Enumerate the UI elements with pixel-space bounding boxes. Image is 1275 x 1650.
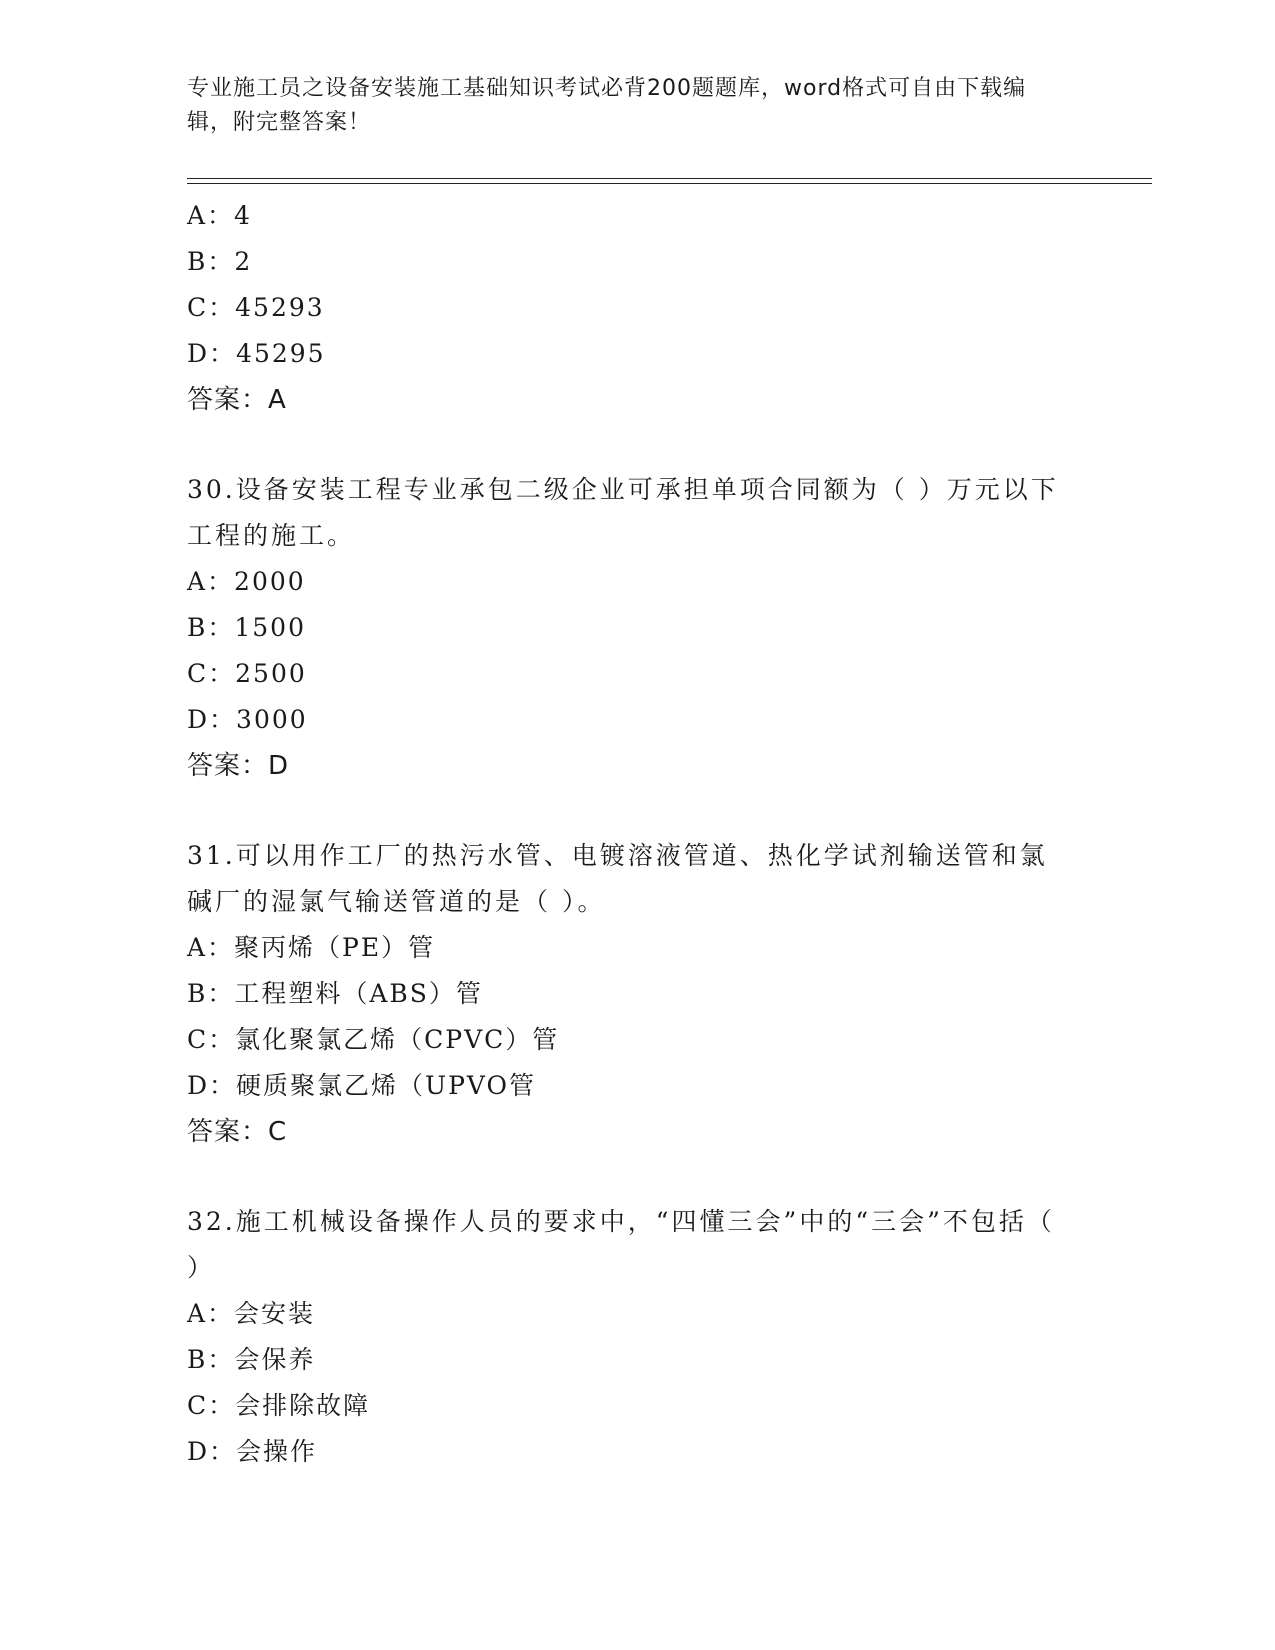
question-text: 32.施工机械设备操作人员的要求中，“四懂三会”中的“三会”不包括（ ）: [187, 1207, 1055, 1282]
option-b: B：2: [187, 247, 253, 276]
option-a: A：会安装: [187, 1299, 316, 1328]
option-c: C：2500: [187, 659, 307, 688]
document-header: 专业施工员之设备安装施工基础知识考试必背200题题库，word格式可自由下载编辑，附完整答案！: [187, 76, 1027, 135]
header-divider-bottom: [187, 183, 1152, 184]
question-32: [187, 1199, 1087, 1475]
option-c: C：会排除故障: [187, 1391, 371, 1420]
question-text: 31.可以用作工厂的热污水管、电镀溶液管道、热化学试剂输送管和氯碱厂的湿氯气输送管道的是（ ）。: [187, 841, 1048, 916]
answer-line: 答案：D: [187, 751, 290, 781]
option-a: A：聚丙烯（PE）管: [187, 933, 436, 962]
option-c: C：氯化聚氯乙烯（CPVC）管: [187, 1025, 560, 1054]
continued-question: [187, 193, 1087, 423]
option-d: D：45295: [187, 339, 326, 368]
option-d: D：硬质聚氯乙烯（UPVO管: [187, 1071, 537, 1100]
answer-line: 答案：A: [187, 385, 287, 415]
question-30: [187, 467, 1087, 789]
option-b: B：工程塑料（ABS）管: [187, 979, 483, 1008]
question-list: [187, 193, 1087, 1475]
option-d: D：会操作: [187, 1437, 318, 1466]
option-b: B：会保养: [187, 1345, 316, 1374]
question-text: 30.设备安装工程专业承包二级企业可承担单项合同额为（ ）万元以下工程的施工。: [187, 475, 1059, 550]
option-a: A：2000: [187, 567, 306, 596]
answer-line: 答案：C: [187, 1117, 288, 1147]
header-divider-top: [187, 178, 1152, 179]
option-c: C：45293: [187, 293, 325, 322]
option-a: A：4: [187, 201, 252, 230]
option-b: B：1500: [187, 613, 306, 642]
question-31: [187, 833, 1087, 1155]
option-d: D：3000: [187, 705, 308, 734]
